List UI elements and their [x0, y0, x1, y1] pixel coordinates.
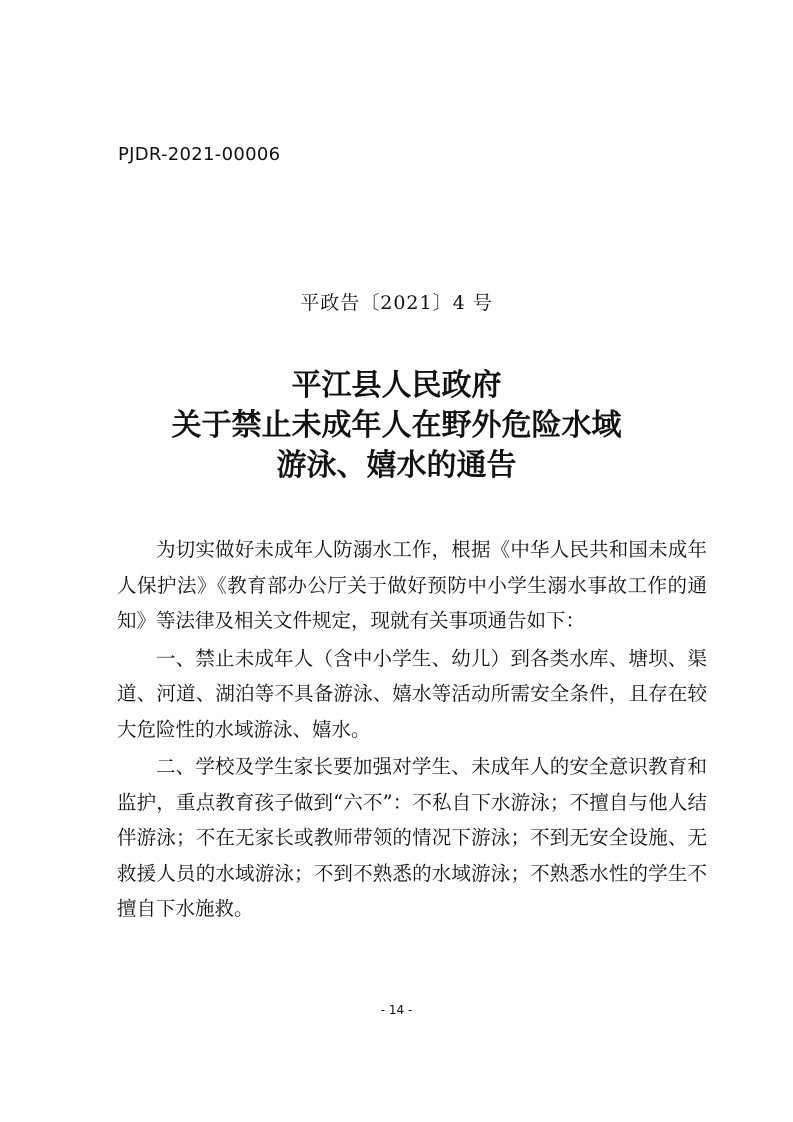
document-title — [60, 366, 733, 486]
body-paragraph: 为切实做好未成年人防溺水工作，根据《中华人民共和国未成年人保护法》《教育部办公厅关于做好预防中小学生溺水事故工作的通知》等法律及相关文件规定，现就有关事项通告如下： — [117, 538, 707, 632]
document-body — [117, 532, 707, 929]
title-line: 关于禁止未成年人在野外危险水域 — [171, 408, 622, 443]
body-paragraph: 一、禁止未成年人（含中小学生、幼儿）到各类水库、塘坝、渠道、河道、湖泊等不具备游泳、嬉水等活动所需安全条件，且存在较大危险性的水域游泳、嬉水。 — [117, 646, 707, 741]
page-number: - 14 - — [380, 1003, 413, 1017]
document-code: PJDR-2021-00006 — [118, 144, 281, 165]
document-number: 平政告〔2021〕4 号 — [300, 292, 493, 314]
body-paragraph: 二、学校及学生家长要加强对学生、未成年人的安全意识教育和监护，重点教育孩子做到“六不”：不私自下水游泳；不擅自与他人结伴游泳；不在无家长或教师带领的情况下游泳；不到无安全设施、无救援人员的水域游泳；不到不熟悉的水域游泳；不熟悉水性的学生不擅自下水施救。 — [117, 755, 707, 920]
title-line: 游泳、嬉水的通告 — [276, 448, 517, 483]
title-line: 平江县人民政府 — [291, 368, 502, 403]
